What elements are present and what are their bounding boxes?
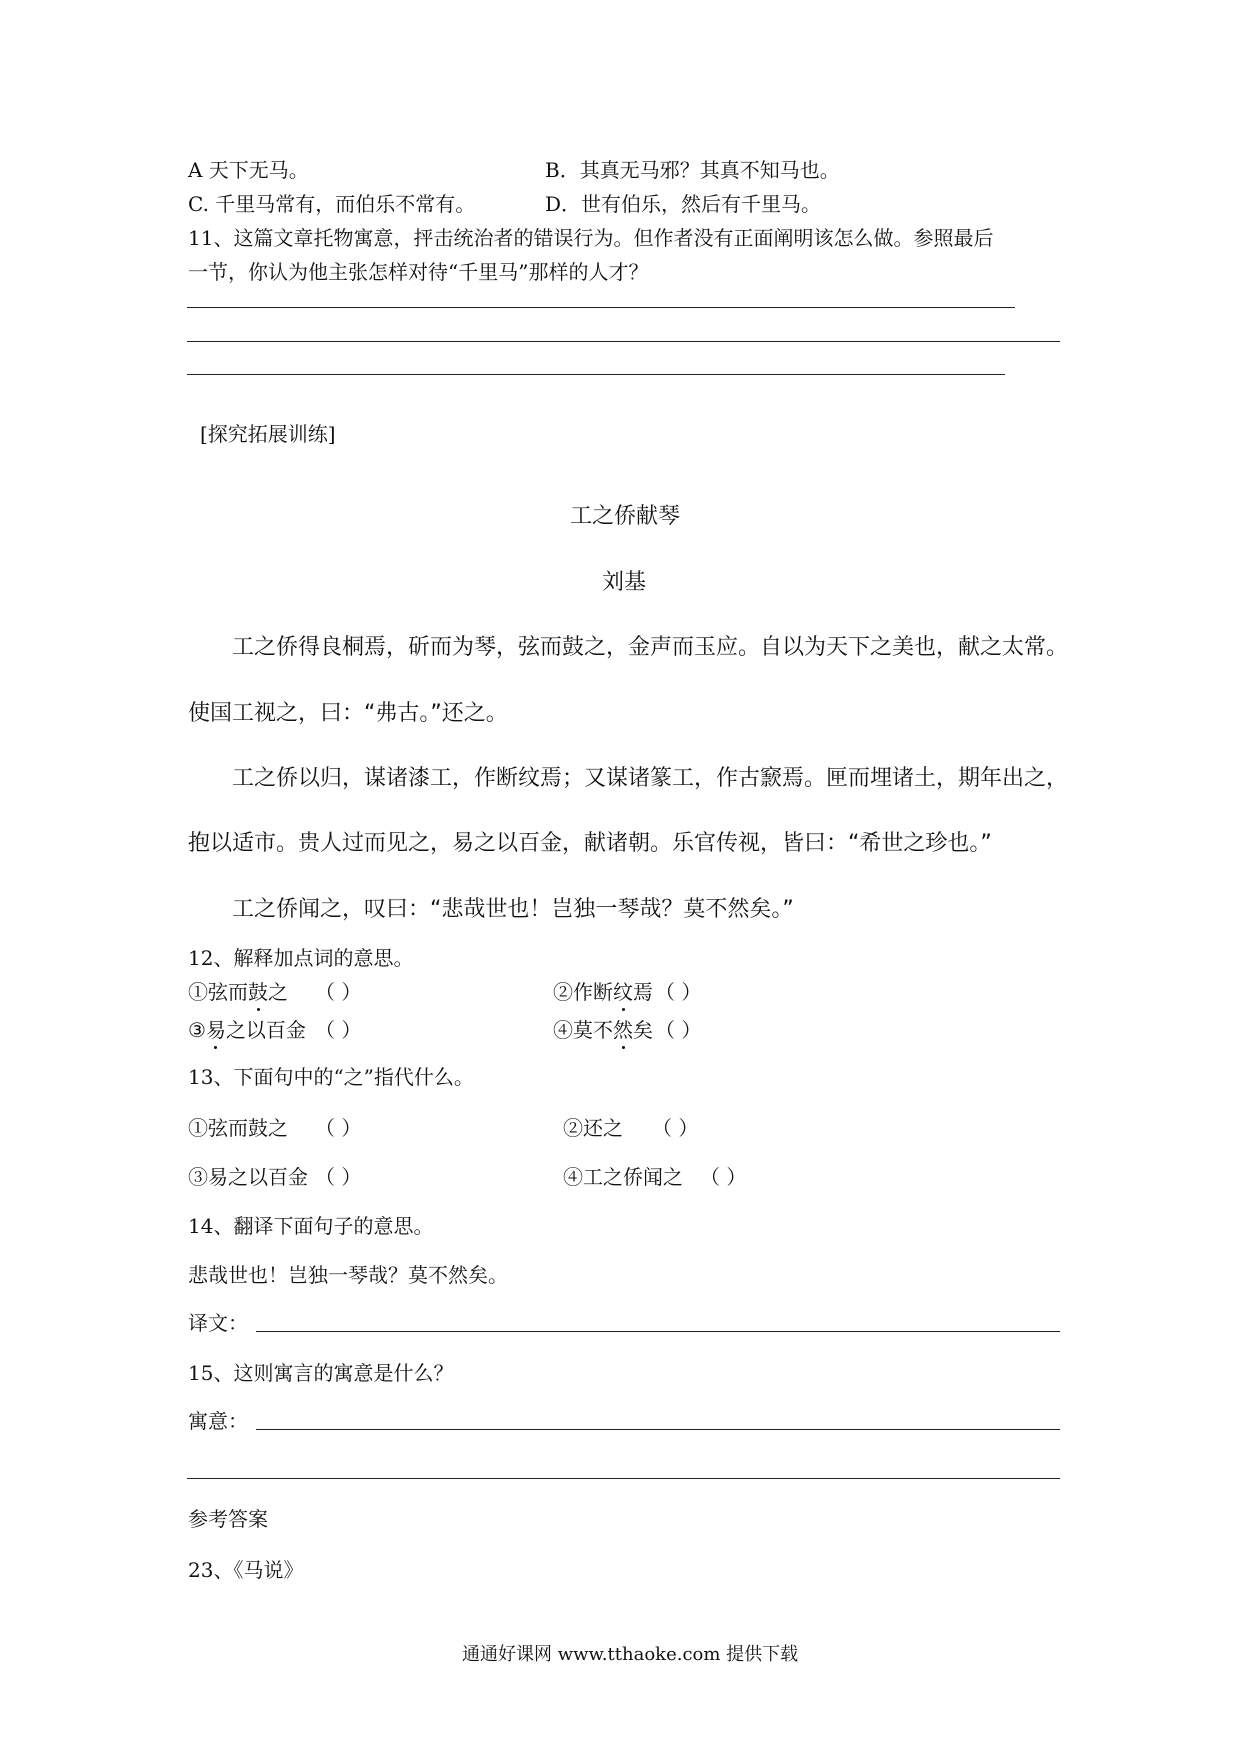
answer-line (187, 1478, 1060, 1479)
emphasis-dot-word: 然 (613, 1014, 633, 1043)
q10-option-a: A 天下无马。 (188, 158, 309, 182)
section-title: [探究拓展训练] (200, 422, 336, 446)
q13-item-2-blank: （ ） (652, 1116, 699, 1140)
answer-line (187, 307, 1015, 308)
q13-item-3-blank: （ ） (315, 1165, 362, 1189)
passage-paragraph-2-line-1: 工之侨以归，谋诸漆工，作断纹焉；又谋诸篆工，作古窾焉。匣而埋诸土，期年出之， (232, 766, 1069, 791)
q12-item-4: ④莫不然矣 (553, 1014, 653, 1043)
q12-item-2: ②作断纹焉 (553, 976, 653, 1005)
q15-question: 15、这则寓言的寓意是什么？ (188, 1361, 454, 1385)
q12-item-1-blank: （ ） (315, 980, 362, 1004)
emphasis-dot-word: 纹 (613, 976, 633, 1005)
emphasis-dot-word: 鼓 (248, 976, 268, 1005)
q15-answer-label: 寓意： (188, 1409, 248, 1433)
answer-line (187, 374, 1005, 375)
q12-item-2-blank: （ ） (655, 980, 702, 1004)
q12-item-4-blank: （ ） (655, 1018, 702, 1042)
q10-option-c: C. 千里马常有，而伯乐不常有。 (188, 192, 476, 216)
q14-answer-label: 译文： (188, 1311, 248, 1335)
q13-item-4: ④工之侨闻之 (563, 1165, 683, 1189)
q13-item-1-blank: （ ） (315, 1116, 362, 1140)
q11-line-2: 一节，你认为他主张怎样对待“千里马”那样的人才？ (188, 260, 649, 284)
page-footer: 通通好课网 www.tthaoke.com 提供下载 (462, 1644, 799, 1665)
q13-question: 13、下面句中的“之”指代什么。 (188, 1065, 474, 1089)
q14-question: 14、翻译下面句子的意思。 (188, 1214, 434, 1238)
q13-item-2: ②还之 (563, 1116, 623, 1140)
passage-author: 刘基 (602, 570, 647, 595)
emphasis-dot-word: 易 (206, 1014, 226, 1043)
passage-paragraph-2-line-2: 抱以适市。贵人过而见之，易之以百金，献诸朝。乐官传视，皆曰：“希世之珍也。” (188, 831, 992, 856)
q13-item-4-blank: （ ） (700, 1165, 747, 1189)
q11-line-1: 11、这篇文章托物寓意，抨击统治者的错误行为。但作者没有正面阐明该怎么做。参照最后 (188, 226, 994, 250)
answer-line (256, 1331, 1060, 1332)
passage-paragraph-1-line-1: 工之侨得良桐焉，斫而为琴，弦而鼓之，金声而玉应。自以为天下之美也，献之太常。 (232, 635, 1069, 660)
answer-line (187, 341, 1060, 342)
answers-heading: 参考答案 (188, 1507, 268, 1531)
q12-item-3: ③易之以百金 (188, 1014, 306, 1043)
q13-item-3: ③易之以百金 (188, 1165, 308, 1189)
answers-item: 23、《马说》 (188, 1558, 304, 1582)
passage-paragraph-3-line-1: 工之侨闻之，叹曰：“悲哉世也！岂独一琴哉？莫不然矣。” (232, 897, 794, 922)
answer-line (256, 1429, 1060, 1430)
passage-title: 工之侨献琴 (570, 504, 681, 529)
q10-option-d: D．世有伯乐，然后有千里马。 (545, 192, 822, 216)
q12-question: 12、解释加点词的意思。 (188, 946, 414, 970)
q12-item-1: ①弦而鼓之 (188, 976, 288, 1005)
passage-paragraph-1-line-2: 使国工视之，曰：“弗古。”还之。 (188, 701, 508, 726)
q14-sentence: 悲哉世也！岂独一琴哉？莫不然矣。 (188, 1263, 508, 1287)
q10-option-b: B．其真无马邪？其真不知马也。 (545, 158, 840, 182)
q12-item-3-blank: （ ） (315, 1018, 362, 1042)
q13-item-1: ①弦而鼓之 (188, 1116, 288, 1140)
